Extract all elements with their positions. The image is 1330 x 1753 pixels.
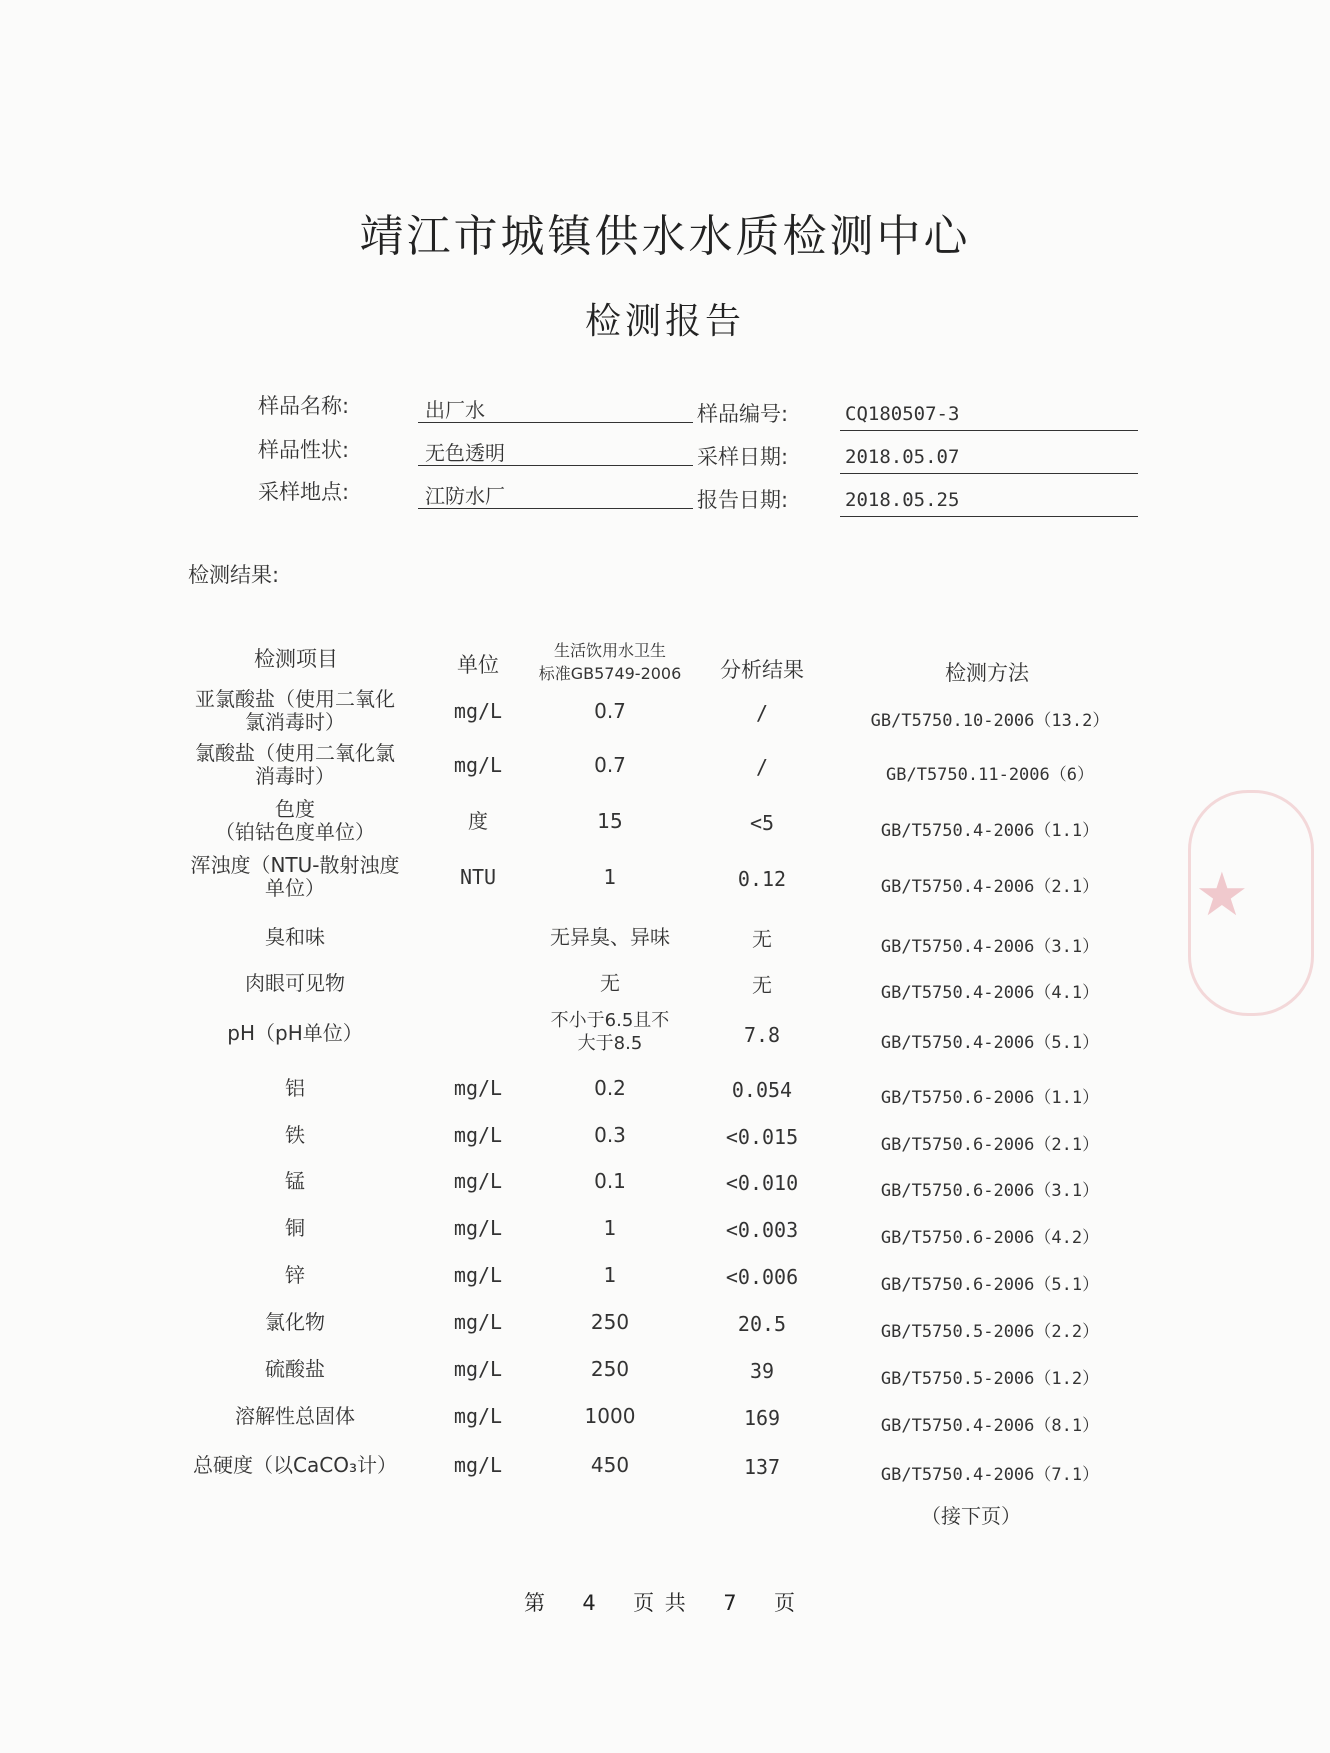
row-item: 色度 — [275, 797, 315, 821]
row-standard: 0.3 — [594, 1123, 626, 1147]
row-result: / — [755, 755, 769, 779]
row-result: 无 — [752, 973, 772, 997]
continued-note: （接下页） — [921, 1504, 1021, 1528]
row-result: 39 — [749, 1359, 775, 1383]
location-label: 采样地点: — [258, 480, 350, 504]
row-result: <5 — [749, 811, 775, 835]
row-standard: 250 — [590, 1310, 630, 1334]
row-item: 肉眼可见物 — [245, 971, 345, 995]
row-unit: mg/L — [453, 753, 503, 777]
row-item: 硫酸盐 — [265, 1357, 325, 1381]
row-standard: 450 — [590, 1453, 630, 1477]
header-standard-line1: 生活饮用水卫生 — [553, 641, 666, 660]
row-item: 消毒时） — [255, 764, 335, 788]
row-standard: 250 — [590, 1357, 630, 1381]
row-result: 20.5 — [737, 1312, 787, 1336]
row-result: 169 — [743, 1406, 781, 1430]
location-underline — [418, 508, 693, 509]
row-method: GB/T5750.4-2006（1.1） — [880, 821, 1100, 841]
row-item: pH（pH单位） — [227, 1021, 363, 1045]
footer-mid: 页 共 — [633, 1591, 688, 1615]
header-unit: 单位 — [457, 653, 499, 677]
row-item: 锌 — [285, 1263, 305, 1287]
row-result: / — [755, 701, 769, 725]
row-standard: 无异臭、异味 — [550, 925, 670, 949]
row-method: GB/T5750.5-2006（1.2） — [880, 1369, 1100, 1389]
row-unit: NTU — [459, 865, 497, 889]
report-date-underline — [840, 516, 1138, 517]
row-item: 氯化物 — [265, 1310, 325, 1334]
report-date-label: 报告日期: — [697, 488, 789, 512]
row-item: 臭和味 — [265, 925, 325, 949]
row-unit: mg/L — [453, 1263, 503, 1287]
row-standard: 大于8.5 — [577, 1033, 643, 1054]
row-result: 无 — [752, 927, 772, 951]
row-item: 锰 — [285, 1169, 305, 1193]
row-method: GB/T5750.6-2006（2.1） — [880, 1135, 1100, 1155]
header-method: 检测方法 — [945, 661, 1029, 685]
sample-no-underline — [840, 430, 1138, 431]
footer-page: 4 — [582, 1591, 598, 1615]
row-item: 单位） — [265, 876, 325, 900]
row-method: GB/T5750.4-2006（2.1） — [880, 877, 1100, 897]
row-item: 铁 — [285, 1123, 305, 1147]
sampling-date-value: 2018.05.07 — [845, 446, 960, 468]
row-standard: 1 — [603, 1263, 617, 1287]
row-result: 0.054 — [731, 1078, 793, 1102]
sample-name-label: 样品名称: — [258, 394, 350, 418]
row-unit: mg/L — [453, 699, 503, 723]
row-standard: 1000 — [584, 1404, 636, 1428]
row-method: GB/T5750.4-2006（7.1） — [880, 1465, 1100, 1485]
row-item: 浑浊度（NTU-散射浊度 — [190, 853, 400, 877]
row-method: GB/T5750.4-2006（4.1） — [880, 983, 1100, 1003]
row-item: 铜 — [285, 1216, 305, 1240]
sample-name-underline — [418, 422, 693, 423]
row-unit: 度 — [468, 809, 488, 833]
footer-post: 页 — [773, 1591, 797, 1615]
row-unit: mg/L — [453, 1123, 503, 1147]
row-standard: 0.7 — [594, 753, 626, 777]
row-item: 总硬度（以CaCO₃计） — [193, 1453, 397, 1477]
sample-no-value: CQ180507-3 — [845, 403, 960, 425]
location-value: 江防水厂 — [425, 484, 505, 508]
row-method: GB/T5750.4-2006（8.1） — [880, 1416, 1100, 1436]
row-unit: mg/L — [453, 1169, 503, 1193]
appearance-value: 无色透明 — [425, 441, 505, 465]
row-result: 7.8 — [743, 1023, 781, 1047]
org-title: 靖江市城镇供水水质检测中心 — [359, 211, 971, 262]
row-item: 亚氯酸盐（使用二氧化 — [195, 687, 395, 711]
row-unit: mg/L — [453, 1310, 503, 1334]
row-method: GB/T5750.4-2006（3.1） — [880, 937, 1100, 957]
row-item: （铂钴色度单位） — [215, 820, 375, 844]
row-standard: 1 — [603, 865, 617, 889]
row-method: GB/T5750.6-2006（1.1） — [880, 1088, 1100, 1108]
row-standard: 不小于6.5且不 — [550, 1010, 670, 1031]
row-result: <0.010 — [725, 1171, 799, 1195]
row-standard: 0.1 — [594, 1169, 626, 1193]
row-unit: mg/L — [453, 1453, 503, 1477]
row-unit: mg/L — [453, 1404, 503, 1428]
header-item: 检测项目 — [254, 647, 338, 671]
appearance-label: 样品性状: — [258, 438, 350, 462]
row-standard: 0.2 — [594, 1076, 626, 1100]
row-method: GB/T5750.6-2006（3.1） — [880, 1181, 1100, 1201]
row-item: 铝 — [285, 1076, 305, 1100]
row-item: 氯酸盐（使用二氧化氯 — [195, 741, 395, 765]
report-title: 检测报告 — [584, 301, 745, 342]
sample-name-value: 出厂水 — [425, 398, 485, 422]
seal-star-icon: ★ — [1195, 860, 1249, 930]
results-label: 检测结果: — [188, 563, 280, 587]
row-method: GB/T5750.10-2006（13.2） — [870, 711, 1110, 731]
row-result: <0.015 — [725, 1125, 799, 1149]
row-unit: mg/L — [453, 1076, 503, 1100]
row-result: <0.006 — [725, 1265, 799, 1289]
footer-pre: 第 — [524, 1591, 547, 1615]
row-result: 137 — [743, 1455, 781, 1479]
row-result: 0.12 — [737, 867, 787, 891]
row-method: GB/T5750.6-2006（4.2） — [880, 1228, 1100, 1248]
sample-no-label: 样品编号: — [697, 402, 789, 426]
row-result: <0.003 — [725, 1218, 799, 1242]
header-standard-line2: 标准GB5749-2006 — [538, 664, 682, 683]
row-unit: mg/L — [453, 1216, 503, 1240]
sampling-date-label: 采样日期: — [697, 445, 789, 469]
row-standard: 无 — [600, 971, 620, 995]
appearance-underline — [418, 465, 693, 466]
row-method: GB/T5750.5-2006（2.2） — [880, 1322, 1100, 1342]
row-method: GB/T5750.11-2006（6） — [886, 765, 1094, 785]
footer-total: 7 — [723, 1591, 739, 1615]
row-standard: 15 — [597, 809, 623, 833]
row-unit: mg/L — [453, 1357, 503, 1381]
row-method: GB/T5750.6-2006（5.1） — [880, 1275, 1100, 1295]
row-item: 氯消毒时） — [245, 710, 345, 734]
row-item: 溶解性总固体 — [235, 1404, 355, 1428]
row-method: GB/T5750.4-2006（5.1） — [880, 1033, 1100, 1053]
row-standard: 1 — [603, 1216, 617, 1240]
row-standard: 0.7 — [594, 699, 626, 723]
report-date-value: 2018.05.25 — [845, 489, 960, 511]
header-result: 分析结果 — [720, 658, 804, 682]
sampling-date-underline — [840, 473, 1138, 474]
page-footer — [524, 1587, 797, 1617]
